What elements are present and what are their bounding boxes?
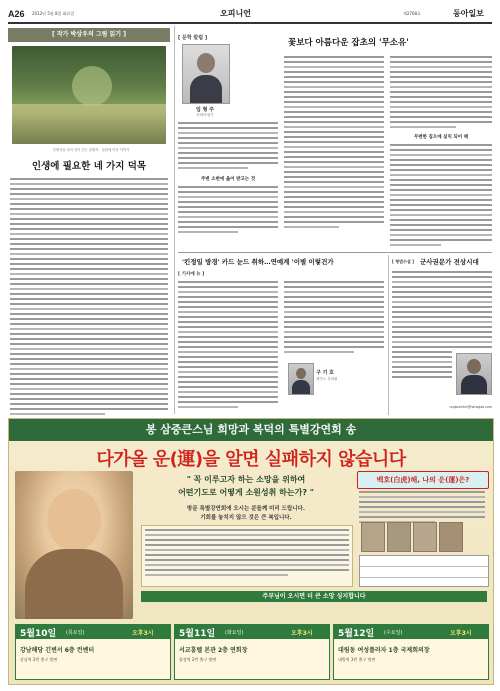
ad-title-line: 봉 삼중큰스님 희망과 복덕의 특별강연회 송 [145,423,357,436]
column-label-box [8,28,170,42]
author-title: 문화비평가 [196,113,214,117]
ad-title-bar [9,419,493,441]
author-photo [182,44,230,104]
painting-image [12,46,166,144]
article-body-col1 [178,122,278,172]
event-day: (화요일) [225,630,244,636]
advertisement [8,418,494,685]
article-body-col3 [390,56,492,131]
column-label: [ 문학 칼럼 ] [178,35,208,41]
column-headline: 꽃보다 아름다운 잡초의 '무소유' [288,38,409,48]
ad-photo-1 [361,522,385,552]
literature-column [178,26,492,251]
header-rule [8,22,492,24]
event-time: 오후3시 [450,630,472,637]
ad-photo-2 [387,522,411,552]
ad-ribbon-text: 주부님이 오시면 더 큰 소망 싱지합니다 [262,593,366,600]
event-day: (수요일) [384,630,403,636]
subhead-1: 주변 소변에 읊어 받고는 것 [200,177,256,182]
ad-badge [357,471,489,489]
law-column [392,255,492,415]
column-divider [174,26,175,414]
page-number: A26 [8,9,25,19]
painting-caption: 부랑자들 마리 길이 걷는 관광지 · 상관에 아산 이야기 [52,148,130,152]
newspaper-logo: 동아일보 [453,9,484,18]
ad-photo-4 [439,522,463,552]
author-name: 구 기 호 [316,370,334,376]
event-place: 대방역 3번 출구 방면 [338,657,376,662]
event-day: (목요일) [66,630,85,636]
event-date: 5월11일 [179,629,216,639]
page-header [8,8,492,22]
ad-photo-3 [413,522,437,552]
news-column [178,255,384,415]
event-date: 5월12일 [338,629,375,639]
ad-sub: 방문 특별강연회에 오시는 분들께 미리 드립니다. [187,506,305,512]
ad-quote: " 꼭 이루고자 하는 소망을 위하여 [186,475,306,484]
event-date: 5월10일 [20,629,57,639]
left-column [8,26,170,414]
article-body-col1 [178,281,278,411]
event-place: 합정역 2번 출구 방면 [179,657,217,662]
article-body [10,178,168,418]
author-name: 임 형 주 [196,107,214,113]
article-body-col2 [284,281,384,356]
issue-date: 2012년 5월 8일 화요일 [32,11,75,16]
ad-description [359,491,485,526]
ad-main-title: 다가올 운(運)을 알면 실패하지 않습니다 [96,449,406,470]
author-title: 제가도 특파원 [316,377,338,381]
column-label: [ 작가 박상우의 그림 읽기 ] [52,31,126,38]
edition-number: 제2768호 [403,11,421,16]
monk-portrait [15,471,133,619]
event-time: 오후3시 [291,630,313,637]
section-divider [178,252,492,253]
subhead-2: 무변한 집으에 실익 되어 해 [413,135,469,140]
ad-form-table [359,555,489,587]
article-body-col2 [284,56,384,231]
event-venue: 강남해당 긴변서 6층 컨벤터 [20,647,95,654]
ad-quote-2: 어떤기도로 어떻게 소원성취 하는가? " [178,488,314,497]
column-label: [ 기사에 뉴 ] [178,272,205,277]
event-time: 오후3시 [132,630,154,637]
ad-badge-text: 백호(白虎)해, 나의 운(運)은? [376,476,470,484]
event-box-1[interactable] [15,624,171,680]
column-label: [ 형법수설 ] [392,259,414,264]
author-email[interactable]: ungbuchim@hansgap.com [449,405,492,409]
author-photo [456,353,492,395]
event-box-2[interactable] [174,624,330,680]
column-headline: '킨정일 방경' 카드 눈드 취하…연예계 '이별 이렇건가 [182,258,334,266]
event-venue: 서교흥텔 본관 2층 연회장 [179,647,248,654]
ad-info-box [141,525,353,587]
ad-ribbon [141,591,487,602]
event-place: 강남역 2번 출구 방면 [20,657,58,662]
article-body-col3b [390,144,492,249]
column-headline: 인생에 필요한 네 가지 덕목 [31,161,147,172]
ad-sub-2: 기회를 놓치지 않으 것은 큰 복입니다. [200,515,292,521]
column-divider-2 [388,255,389,415]
article-body-col1b [178,186,278,236]
column-headline: 군사권문가 전상시대 [420,258,479,266]
event-venue: 대림동 여성플러자 1층 국제회의장 [338,647,430,654]
author-photo [288,363,314,395]
section-title: 오피니언 [220,9,251,18]
event-box-3[interactable] [333,624,489,680]
